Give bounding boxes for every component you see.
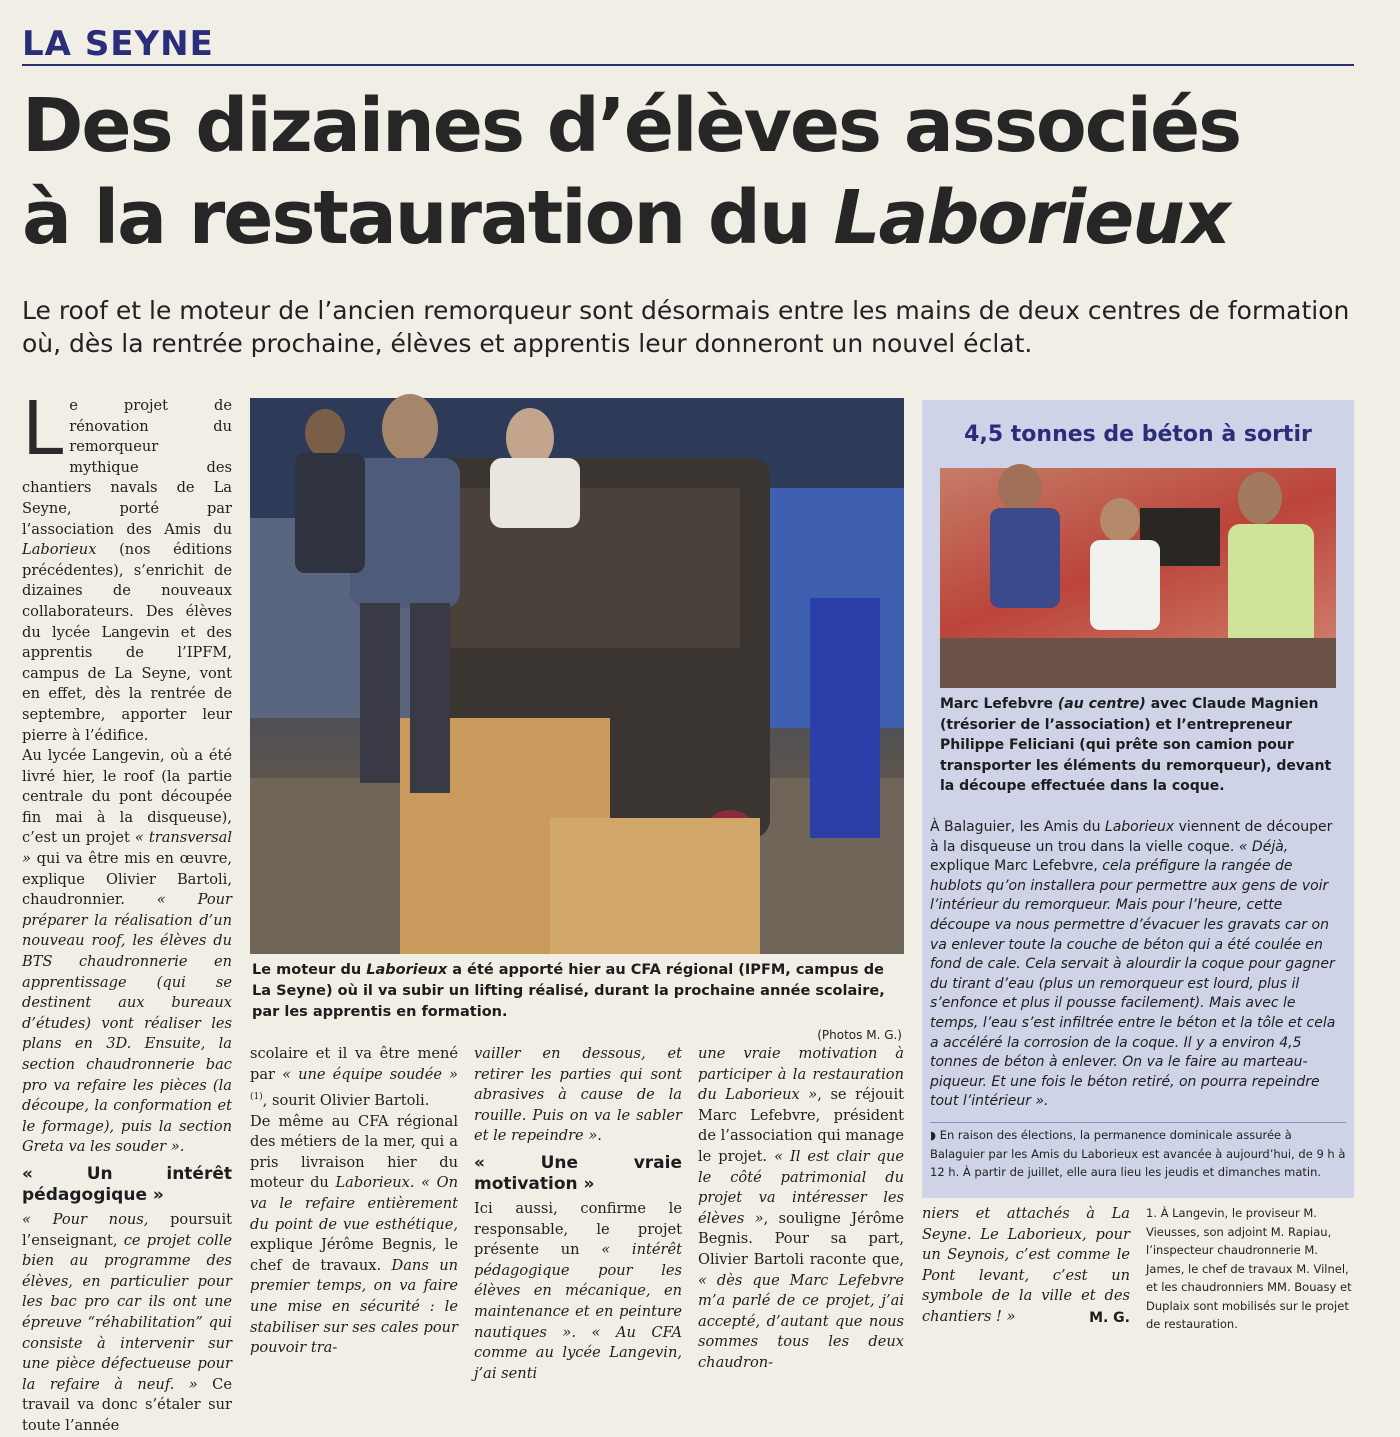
text: explique Jérôme Begnis, le chef de travaux. [250, 1236, 458, 1274]
standfirst: Le roof et le moteur de l’ancien remorqueur sont désormais entre les mains de deux centres de formation où, dès la rentrée prochaine, élèves et apprentis leur donneront un nouvel éclat. [22, 296, 1350, 358]
footnote-ref: (1) [250, 1092, 263, 1103]
sidebar-notice [930, 1126, 1346, 1192]
notice-marker-icon: ◗ [930, 1128, 937, 1142]
engine-photo-illustration [250, 398, 904, 954]
text: . [409, 1174, 422, 1192]
text-italic: cela préfigure la rangée de hublots qu’on installera pour permettre aux gens de voir l’intérieur du remorqueur. Mais pour l’heure, cette découpe va nous permettre d’évacuer les gravats car on va enlever toute la couche de béton qui a été coulée en fond de cale. Cela servait à alourdir la coque pour gagner du tirant d’eau (plus un remorqueur est lourd, plus il s’enfonce et plus il pousse facilement). Mais avec le temps, l’eau s’est infiltrée entre le béton et la tôle et cela a accéléré la corrosion de la coque. Il y a environ 4,5 tonnes de béton à enlever. On va le faire au marteau-piqueur. Et une fois le béton retiré, on pourra repeindre tout l’intérieur ». [930, 858, 1336, 1110]
section-rule [22, 64, 1354, 66]
text-italic: « Déjà, [1238, 838, 1289, 855]
headline-line-2-text: à la restauration du [22, 175, 834, 261]
text-italic: Laborieux [335, 1174, 410, 1192]
dropcap: L [22, 386, 64, 472]
text-italic: vailler en dessous, et retirer les parties qui sont abrasives à cause de la rouille. Puis on va le sabler et le repeindre » [474, 1045, 682, 1145]
hull-photo-illustration [940, 468, 1336, 688]
photo-credit: (Photos M. G.) [817, 1028, 902, 1042]
text: , souligne Jérôme Begnis. Pour sa part, Olivier Bartoli raconte que, [698, 1209, 904, 1268]
paragraph [698, 1044, 904, 1374]
notice-text: En raison des élections, la permanence dominicale assurée à Balaguier par les Amis du Laborieux est avancée à aujourd’hui, de 9 h à 12 h. À partir de juillet, elle aura lieu les jeudis et dimanches matin. [930, 1128, 1346, 1179]
text: , sourit Olivier Bartoli. [262, 1092, 430, 1110]
text-italic: « transversal » [22, 829, 232, 868]
text-italic: « intérêt pédagogique pour les élèves en mécanique, en maintenance et en peinture nautiques ». « Au CFA comme au lycée Langevin, j’ai senti [474, 1241, 682, 1382]
text: Ici aussi, confirme le responsable, le projet présente un [474, 1199, 682, 1259]
paragraph [474, 1199, 682, 1384]
paragraph [22, 1210, 232, 1437]
text: viennent de découper à la disqueuse un trou dans la vielle coque. [930, 819, 1333, 855]
text-italic: « une équipe soudée » [282, 1065, 458, 1083]
section-label: LA SEYNE [22, 24, 214, 64]
article-column-5 [922, 1204, 1130, 1324]
text-italic: ce projet colle bien au programme des élèves, en particulier pour les bac pro car ils ont une épreuve “réhabilitation” qui consiste à intervenir sur une pièce défectueuse pour la refaire à neuf. » [22, 1231, 232, 1393]
text-italic: Laborieux [22, 541, 97, 559]
headline-line-1: Des dizaines d’élèves associés [22, 83, 1241, 169]
text: À Balaguier, les Amis du [930, 819, 1105, 835]
text: Au lycée Langevin, où a été livré hier, le roof (la partie centrale du pont découpée fin mai à la disqueuse), c’est un projet [22, 747, 232, 847]
hull-photo [940, 468, 1336, 688]
text-italic: une vraie motivation à participer à la restauration du Laborieux » [698, 1045, 904, 1104]
text: De même au CFA régional des métiers de la mer, qui a pris livraison hier du moteur du [250, 1112, 458, 1192]
paragraph [250, 1044, 458, 1112]
headline-line-2-italic: Laborieux [833, 175, 1229, 261]
subhead: « Une vraie motivation » [474, 1152, 682, 1194]
paragraph [250, 1112, 458, 1359]
footnote: 1. À Langevin, le proviseur M. Vieusses, son adjoint M. Rapiau, l’inspecteur chaudronnerie M. James, le chef de travaux M. Vilnel, et les chaudronniers MM. Bouasy et Duplaix sont mobilisés sur le projet de restauration. [1146, 1206, 1352, 1331]
text: a été apporté hier au CFA régional (IPFM, campus de La Seyne) où il va subir un lifting réalisé, durant la prochaine année scolaire, par les apprentis en formation. [252, 962, 885, 1020]
sidebar-box [922, 400, 1354, 1198]
engine-photo [250, 398, 904, 954]
text-italic: niers et attachés à La Seyne. Le Laborieux, pour un Seynois, c’est comme le Pont levant, c’est un symbole de la ville et des chantiers ! » [922, 1205, 1130, 1325]
text: avec Claude Magnien (trésorier de l’association) et l’entrepreneur Philippe Feliciani (qui prête son camion pour transporter les éléments du remorqueur), devant la découpe effectuée dans la coque. [940, 696, 1332, 794]
text-italic: (au centre) [1057, 696, 1146, 712]
signature: M. G. [1089, 1310, 1130, 1326]
paragraph [22, 386, 232, 746]
engine-photo-caption [252, 960, 902, 1023]
text: (nos éditions précédentes), s’enrichit de dizaines de nouveaux collaborateurs. Des élèves du lycée Langevin et des apprentis de l’IPFM, campus de La Seyne, vont en effet, dès la rentrée de septembre, apporter leur pierre à l’édifice. [22, 541, 232, 744]
text-italic: Laborieux [1104, 819, 1175, 835]
article-column-4 [698, 1044, 904, 1371]
text: Ce travail va donc s’étaler sur toute l’année [22, 1375, 232, 1434]
text: Marc Lefebvre [940, 696, 1058, 712]
text-italic: « Il est clair que le côté patrimonial du projet va intéresser les élèves » [698, 1147, 904, 1227]
article-column-2 [250, 1044, 458, 1357]
text: explique Marc Lefebvre, [930, 858, 1103, 875]
text: poursuit l’enseignant, [22, 1210, 232, 1249]
paragraph [474, 1044, 682, 1147]
article-column-1 [22, 386, 232, 1434]
sidebar-title: 4,5 tonnes de béton à sortir [964, 422, 1312, 447]
text: . [597, 1127, 602, 1145]
text: qui va être mis en œuvre, explique Olivier Bartoli, chaudronnier. [22, 850, 232, 909]
sidebar-body [930, 818, 1340, 1128]
text-italic: Laborieux [366, 962, 448, 978]
text: scolaire et il va être mené par [250, 1045, 458, 1083]
article-column-3 [474, 1044, 682, 1382]
headline [22, 80, 1372, 264]
text: e projet de rénovation du remorqueur mythique des chantiers navals de La Seyne, porté par l’association des Amis du [22, 397, 232, 538]
text: , se réjouit Marc Lefebvre, président de l’association qui manage le projet. [698, 1086, 904, 1165]
subhead: « Un intérêt pédagogique » [22, 1163, 232, 1205]
paragraph [22, 746, 232, 1158]
text-italic: « Pour préparer la réalisation d’un nouveau roof, les élèves du BTS chaudronnerie en apprentissage (qui se destinent aux bureaux d’études) vont réaliser les plans en 3D. Ensuite, la section chaudronnerie bac pro va refaire les pièces (la découpe, la conformation et le formage), puis la section Greta va les souder ». [22, 891, 232, 1156]
text-italic: « On va le refaire entièrement du point de vue esthétique, [250, 1174, 458, 1233]
text: Le moteur du [252, 962, 367, 978]
headline-line-2 [22, 172, 1372, 264]
text-italic: Dans un premier temps, on va faire une mise en sécurité : le stabiliser sur ses cales pour pouvoir tra- [250, 1256, 458, 1357]
text-italic: « Pour nous, [22, 1210, 149, 1228]
hull-photo-caption [940, 694, 1336, 797]
sidebar-divider [930, 1122, 1346, 1123]
text-italic: « dès que Marc Lefebvre m’a parlé de ce projet, j’ai accepté, d’autant que nous sommes tous les deux chaudron- [698, 1271, 904, 1371]
